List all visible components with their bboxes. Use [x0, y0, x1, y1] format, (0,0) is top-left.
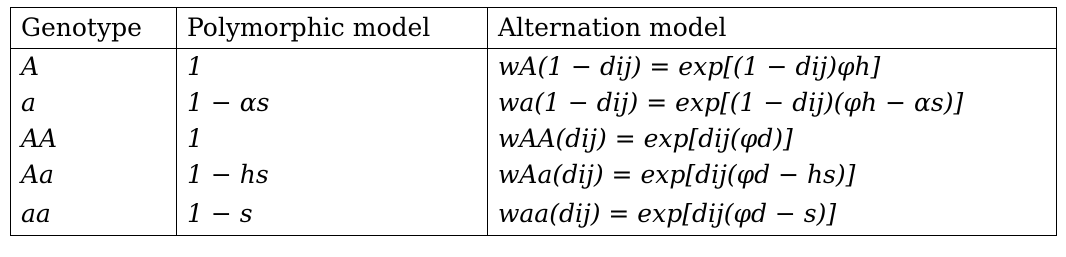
header-alternation-model: Alternation model — [488, 8, 1057, 49]
genotype-fitness-table — [10, 7, 1057, 236]
polymorphic-cell: 1 — [177, 49, 488, 86]
table-body — [11, 49, 1057, 236]
polymorphic-cell: 1 − s — [177, 193, 488, 236]
table-row — [11, 49, 1057, 86]
genotype-cell: Aa — [11, 157, 177, 193]
alternation-cell: wAa(dij) = exp[dij(φd − hs)] — [498, 160, 856, 189]
genotype-cell: AA — [11, 121, 177, 157]
genotype-cell: A — [11, 49, 177, 86]
alternation-cell: waa(dij) = exp[dij(φd − s)] — [498, 199, 837, 228]
alternation-cell: wA(1 − dij) = exp[(1 − dij)φh] — [498, 52, 881, 81]
genotype-cell: aa — [11, 193, 177, 236]
table-row — [11, 85, 1057, 121]
header-polymorphic-model: Polymorphic model — [177, 8, 488, 49]
alternation-cell: wa(1 − dij) = exp[(1 − dij)(φh − αs)] — [498, 88, 964, 117]
table-row — [11, 121, 1057, 157]
alternation-cell: wAA(dij) = exp[dij(φd)] — [498, 124, 793, 153]
genotype-cell: a — [11, 85, 177, 121]
polymorphic-cell: 1 — [177, 121, 488, 157]
table-row — [11, 157, 1057, 193]
header-genotype: Genotype — [11, 8, 177, 49]
table-row — [11, 193, 1057, 236]
polymorphic-cell: 1 − hs — [177, 157, 488, 193]
table-header-row — [11, 8, 1057, 49]
polymorphic-cell: 1 − αs — [177, 85, 488, 121]
